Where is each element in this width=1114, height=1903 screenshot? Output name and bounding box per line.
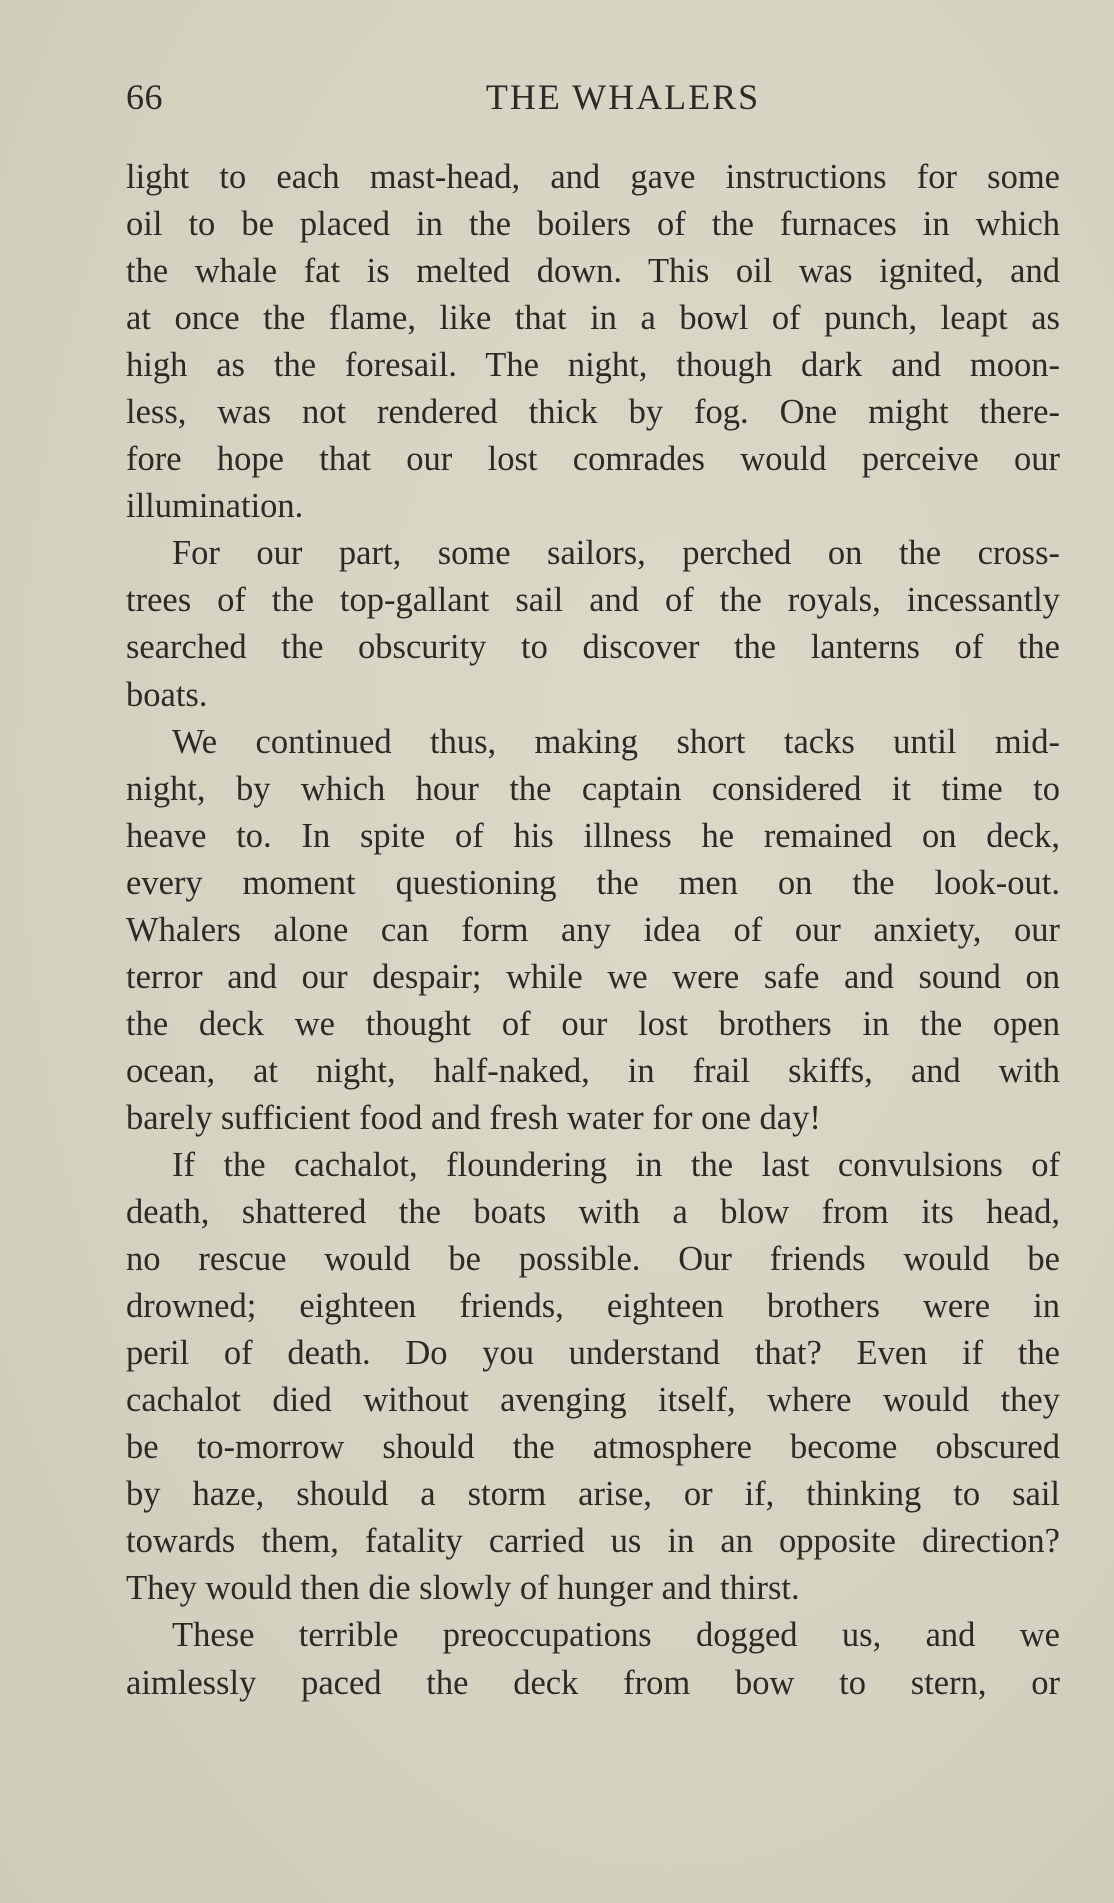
paragraph-first-line: For our part, some sailors, perched on the cross- <box>172 534 1060 573</box>
text-line: death, shattered the boats with a blow from its head, <box>126 1193 1060 1232</box>
paragraph-first-line: These terrible preoccupations dogged us, and we <box>172 1616 1060 1655</box>
text-line: ocean, at night, half-naked, in frail skiffs, and with <box>126 1051 1060 1090</box>
text-line: aimlessly paced the deck from bow to stern, or <box>126 1663 1060 1702</box>
text-line: boats. <box>126 675 208 714</box>
text-line: cachalot died without avenging itself, where would they <box>126 1381 1060 1420</box>
text-line: the whale fat is melted down. This oil was ignited, and <box>126 252 1060 291</box>
text-line: the deck we thought of our lost brothers in the open <box>126 1004 1060 1043</box>
text-line: be to-morrow should the atmosphere become obscured <box>126 1428 1060 1467</box>
text-line: oil to be placed in the boilers of the furnaces in which <box>126 205 1060 244</box>
running-title: THE WHALERS <box>485 77 761 117</box>
text-line: trees of the top-gallant sail and of the royals, incessantly <box>126 581 1060 620</box>
text-line: They would then die slowly of hunger and thirst. <box>126 1569 800 1608</box>
text-line: Whalers alone can form any idea of our anxiety, our <box>126 910 1060 949</box>
text-line: light to each mast-head, and gave instructions for some <box>126 158 1060 196</box>
text-line: barely sufficient food and fresh water for one day! <box>126 1098 821 1137</box>
page-number: 66 <box>126 77 163 117</box>
text-line: by haze, should a storm arise, or if, thinking to sail <box>126 1475 1060 1514</box>
text-line: towards them, fatality carried us in an opposite direction? <box>126 1522 1060 1561</box>
running-head <box>126 76 1060 124</box>
text-line: every moment questioning the men on the look-out. <box>126 863 1060 902</box>
text-line: no rescue would be possible. Our friends would be <box>126 1240 1060 1279</box>
text-line: searched the obscurity to discover the lanterns of the <box>126 628 1060 667</box>
text-line: at once the flame, like that in a bowl of punch, leapt as <box>126 299 1060 338</box>
text-line: night, by which hour the captain considered it time to <box>126 769 1060 808</box>
text-line: illumination. <box>126 487 304 526</box>
body-text <box>126 154 1060 1707</box>
text-line: heave to. In spite of his illness he remained on deck, <box>126 816 1060 855</box>
text-line: less, was not rendered thick by fog. One might there- <box>126 393 1060 432</box>
text-line: fore hope that our lost comrades would perceive our <box>126 440 1060 479</box>
text-line: peril of death. Do you understand that? Even if the <box>126 1334 1060 1373</box>
text-line: terror and our despair; while we were safe and sound on <box>126 957 1060 996</box>
paragraph-first-line: We continued thus, making short tacks until mid- <box>172 722 1060 761</box>
paragraph-first-line: If the cachalot, floundering in the last convulsions of <box>172 1145 1060 1184</box>
text-line: drowned; eighteen friends, eighteen brothers were in <box>126 1287 1060 1326</box>
text-line: high as the foresail. The night, though dark and moon- <box>126 346 1060 385</box>
